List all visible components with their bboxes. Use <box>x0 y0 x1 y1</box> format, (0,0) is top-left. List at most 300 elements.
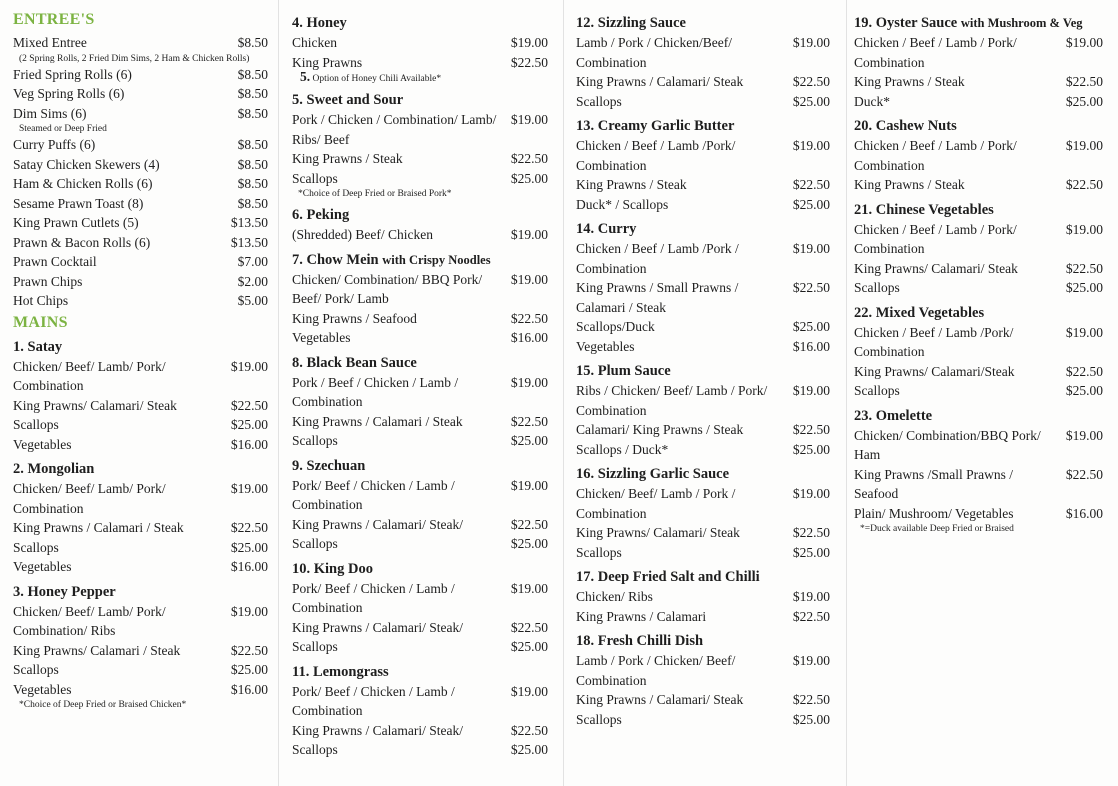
menu-item-price: $22.50 <box>792 525 830 540</box>
category-heading <box>576 632 830 650</box>
category-title: 6. Peking <box>292 207 350 223</box>
menu-item <box>854 278 1103 298</box>
menu-item <box>13 194 268 214</box>
menu-item-name: Scallops <box>854 383 900 398</box>
menu-item <box>576 239 830 278</box>
menu-item-name: King Prawn Cutlets (5) <box>13 215 139 230</box>
menu-item-price: $25.00 <box>230 662 268 677</box>
menu-item <box>576 484 830 523</box>
menu-item <box>292 225 548 245</box>
menu-item-name: King Prawns / Calamari/ Steak/ <box>292 722 463 738</box>
category-title: 11. Lemongrass <box>292 663 389 680</box>
menu-item-name: King Prawns / Seafood <box>292 310 417 326</box>
menu-item-name: Chicken / Beef / Lamb / Pork/ Combination <box>854 221 1017 256</box>
menu-item-price: $25.00 <box>792 196 830 212</box>
menu-item-price: $8.50 <box>237 66 268 82</box>
menu-item <box>576 136 830 175</box>
footnote <box>13 53 268 65</box>
menu-item-price: $19.00 <box>792 241 830 256</box>
category-heading <box>292 14 548 32</box>
category-heading <box>576 362 830 380</box>
category-heading <box>292 251 548 269</box>
menu-item-price: $16.00 <box>230 681 268 697</box>
menu-item <box>13 641 268 661</box>
menu-item-price: $25.00 <box>792 319 830 334</box>
menu-item <box>576 92 830 112</box>
menu-item-name: King Prawns / Steak <box>854 74 965 89</box>
menu-item-price: $16.00 <box>510 330 548 345</box>
menu-item <box>292 33 548 53</box>
menu-item <box>576 175 830 195</box>
category-heading <box>13 338 268 356</box>
menu-item-name: King Prawns/ Calamari/ Steak <box>13 397 177 413</box>
menu-item-name: Chicken/ Beef/ Lamb/ Pork/ Combination <box>13 481 166 516</box>
menu-item-price: $16.00 <box>230 436 268 452</box>
menu-item-price: $16.00 <box>792 338 830 354</box>
menu-item-price: $22.50 <box>230 520 268 535</box>
menu-item <box>854 381 1103 401</box>
menu-item <box>13 538 268 558</box>
menu-item-name: Duck* / Scallops <box>576 196 669 212</box>
category-title: 2. Mongolian <box>13 461 95 477</box>
menu-item <box>13 135 268 155</box>
category-title: 21. Chinese Vegetables <box>854 201 994 218</box>
menu-item-price: $19.00 <box>792 35 830 50</box>
category-title: 9. Szechuan <box>292 457 366 474</box>
menu-item-name: Lamb / Pork / Chicken/Beef/ Combination <box>576 35 732 70</box>
menu-item-price: $8.50 <box>237 105 268 121</box>
menu-item-price: $16.00 <box>230 559 268 574</box>
menu-item <box>576 33 830 72</box>
menu-item-name: King Prawns / Calamari/ Steak <box>576 74 744 89</box>
menu-item <box>576 523 830 543</box>
column-divider <box>278 0 279 786</box>
menu-item-name: Scallops <box>292 639 338 654</box>
menu-item-price: $25.00 <box>792 711 830 727</box>
menu-item <box>292 412 548 432</box>
menu-item <box>292 328 548 348</box>
menu-item-name: Scallops <box>292 742 338 757</box>
menu-item <box>13 518 268 538</box>
menu-item-price: $19.00 <box>510 112 548 127</box>
category-heading <box>292 206 548 224</box>
footnote-text: *Choice of Deep Fried or Braised Pork* <box>298 189 452 199</box>
menu-item <box>13 602 268 641</box>
menu-item <box>13 33 268 53</box>
menu-item <box>13 557 268 577</box>
menu-item <box>13 479 268 518</box>
menu-item-name: Pork / Chicken / Combination/ Lamb/ Ribs/ Beef <box>292 112 497 147</box>
menu-item-name: King Prawns / Steak <box>292 151 403 166</box>
menu-item-price: $22.50 <box>792 422 830 437</box>
menu-item-name: King Prawns / Calamari / Steak <box>292 413 463 429</box>
menu-item-price: $25.00 <box>510 536 548 551</box>
menu-item <box>13 435 268 455</box>
menu-item-price: $8.50 <box>237 35 268 50</box>
menu-column-1 <box>13 8 268 711</box>
category-heading <box>854 304 1103 322</box>
footnote <box>13 123 268 135</box>
menu-item-name: Prawn Chips <box>13 273 83 289</box>
menu-item-price: $5.00 <box>237 293 268 308</box>
menu-item-name: Scallops <box>13 539 59 555</box>
menu-item <box>576 72 830 92</box>
menu-item-name: Prawn Cocktail <box>13 254 97 269</box>
menu-item-price: $22.50 <box>510 722 548 738</box>
category-title: 10. King Doo <box>292 560 373 577</box>
menu-item-name: Scallops/Duck <box>576 319 655 334</box>
menu-item <box>292 110 548 149</box>
menu-item <box>854 362 1103 382</box>
menu-item-price: $25.00 <box>792 93 830 109</box>
menu-item-name: Scallops / Duck* <box>576 441 669 457</box>
menu-item-price: $25.00 <box>230 417 268 432</box>
menu-item-name: King Prawns /Small Prawns / Seafood <box>854 466 1014 501</box>
menu-item-name: Pork/ Beef / Chicken / Lamb / Combination <box>292 683 455 718</box>
menu-item-name: Pork/ Beef / Chicken / Lamb / Combination <box>292 580 455 615</box>
menu-item-name: Scallops <box>576 711 622 727</box>
menu-item <box>13 396 268 416</box>
menu-item-name: Chicken/ Ribs <box>576 589 653 604</box>
menu-item-name: King Prawns / Small Prawns / Calamari / Steak <box>576 280 739 315</box>
menu-item-price: $8.50 <box>237 176 268 191</box>
menu-item-price: $25.00 <box>510 742 548 757</box>
menu-item-price: $19.00 <box>510 477 548 493</box>
menu-item-name: Vegetables <box>13 559 72 574</box>
category-heading <box>13 583 268 601</box>
menu-item <box>576 587 830 607</box>
menu-item <box>13 415 268 435</box>
menu-item-price: $19.00 <box>792 138 830 153</box>
category-title: 18. Fresh Chilli Dish <box>576 633 704 649</box>
menu-item <box>576 710 830 730</box>
menu-item-price: $22.50 <box>792 280 830 295</box>
menu-item-name: Prawn & Bacon Rolls (6) <box>13 234 151 250</box>
category-heading <box>854 14 1103 32</box>
menu-item <box>854 465 1103 504</box>
menu-item-name: Pork/ Beef / Chicken / Lamb / Combination <box>292 477 455 512</box>
menu-column-4 <box>854 8 1103 535</box>
category-title: 17. Deep Fried Salt and Chilli <box>576 569 760 585</box>
menu-item <box>13 233 268 253</box>
menu-item-name: Plain/ Mushroom/ Vegetables <box>854 505 1014 521</box>
footnote-text: *=Duck available Deep Fried or Braised <box>860 524 1014 534</box>
menu-item-price: $25.00 <box>792 544 830 560</box>
menu-item-name: King Prawns / Calamari/ Steak/ <box>292 516 463 532</box>
menu-item-price: $25.00 <box>510 170 548 186</box>
menu-item <box>292 682 548 721</box>
menu-item-price: $19.00 <box>792 589 830 604</box>
category-title: 13. Creamy Garlic Butter <box>576 118 735 134</box>
menu-item-name: King Prawns/ Calamari / Steak <box>13 642 181 658</box>
menu-item-price: $25.00 <box>1065 93 1103 109</box>
category-title: 3. Honey Pepper <box>13 583 116 600</box>
menu-item-name: Hot Chips <box>13 293 69 308</box>
menu-item-name: Pork / Beef / Chicken / Lamb / Combination <box>292 374 459 409</box>
menu-item-name: Scallops <box>854 280 900 295</box>
category-title: 23. Omelette <box>854 407 933 424</box>
menu-item-name: Scallops <box>576 544 622 560</box>
menu-item <box>854 175 1103 195</box>
menu-item-price: $19.00 <box>792 486 830 501</box>
menu-item-price: $22.50 <box>510 310 548 326</box>
menu-item <box>854 323 1103 362</box>
category-title: 4. Honey <box>292 15 347 31</box>
menu-item <box>13 680 268 700</box>
menu-item <box>13 174 268 194</box>
category-title: 5. Sweet and Sour <box>292 92 404 108</box>
menu-item <box>576 420 830 440</box>
menu-item <box>13 291 268 311</box>
footnote-text: Option of Honey Chili Available* <box>312 74 442 84</box>
menu-item-name: King Prawns / Calamari / Steak <box>13 520 184 535</box>
menu-item <box>13 84 268 104</box>
menu-item <box>576 543 830 563</box>
menu-item-price: $22.50 <box>230 642 268 658</box>
menu-item <box>292 579 548 618</box>
menu-item <box>292 53 548 73</box>
category-heading <box>13 460 268 478</box>
category-heading <box>854 117 1103 135</box>
menu-item-price: $22.50 <box>1065 177 1103 192</box>
section-heading: MAINS <box>13 313 68 331</box>
menu-item-price: $19.00 <box>510 271 548 287</box>
menu-item <box>854 136 1103 175</box>
menu-item-price: $25.00 <box>510 639 548 654</box>
menu-item-price: $25.00 <box>792 441 830 457</box>
category-title: 14. Curry <box>576 221 637 237</box>
menu-item-name: Ribs / Chicken/ Beef/ Lamb / Pork/ Combination <box>576 383 768 418</box>
menu-item-name: Ham & Chicken Rolls (6) <box>13 176 153 191</box>
menu-item-price: $22.50 <box>792 177 830 192</box>
menu-item-price: $19.00 <box>792 383 830 398</box>
menu-item <box>576 317 830 337</box>
menu-item-name: King Prawns / Calamari/ Steak <box>576 692 744 707</box>
menu-item <box>854 33 1103 72</box>
menu-item-name: Mixed Entree <box>13 35 87 50</box>
menu-item <box>576 440 830 460</box>
menu-item-price: $22.50 <box>510 54 548 70</box>
menu-item-price: $22.50 <box>792 74 830 89</box>
menu-item-name: Fried Spring Rolls (6) <box>13 66 132 82</box>
menu-item <box>292 270 548 309</box>
footnote <box>292 188 548 200</box>
menu-item-name: Satay Chicken Skewers (4) <box>13 156 160 172</box>
menu-column-3 <box>576 8 830 729</box>
menu-item-name: Scallops <box>292 170 338 186</box>
menu-item <box>576 337 830 357</box>
menu-item <box>13 155 268 175</box>
menu-item <box>292 740 548 760</box>
menu-item <box>292 618 548 638</box>
category-heading <box>292 457 548 475</box>
menu-item <box>854 504 1103 524</box>
category-heading <box>576 220 830 238</box>
menu-item-price: $25.00 <box>230 539 268 555</box>
menu-item-name: Curry Puffs (6) <box>13 137 96 152</box>
menu-item-price: $19.00 <box>510 374 548 390</box>
menu-item-price: $19.00 <box>510 227 548 242</box>
menu-item-name: Scallops <box>13 417 59 432</box>
category-subtitle: with Crispy Noodles <box>382 252 491 267</box>
menu-item-name: (Shredded) Beef/ Chicken <box>292 227 433 242</box>
menu-item-name: Scallops <box>13 662 59 677</box>
category-title: 7. Chow Mein <box>292 251 379 268</box>
menu-item-name: King Prawns / Calamari/ Steak/ <box>292 619 463 635</box>
category-heading <box>576 117 830 135</box>
menu-item-name: King Prawns/ Calamari/Steak <box>854 363 1015 379</box>
category-title: 1. Satay <box>13 338 63 355</box>
menu-item <box>292 721 548 741</box>
menu-item <box>576 278 830 317</box>
menu-item <box>13 357 268 396</box>
menu-item-price: $13.50 <box>230 215 268 230</box>
menu-item-name: Vegetables <box>13 681 72 697</box>
menu-item-price: $19.00 <box>1065 427 1103 443</box>
menu-item <box>292 431 548 451</box>
menu-item-price: $19.00 <box>230 358 268 374</box>
menu-item-price: $19.00 <box>792 653 830 668</box>
menu-item-price: $22.50 <box>510 619 548 635</box>
category-title: 8. Black Bean Sauce <box>292 354 417 371</box>
menu-item-name: Lamb / Pork / Chicken/ Beef/ Combination <box>576 653 736 688</box>
menu-item-name: Chicken/ Beef/ Lamb/ Pork/ Combination <box>13 358 166 393</box>
menu-item-price: $8.50 <box>237 137 268 152</box>
menu-item-price: $22.50 <box>1065 363 1103 379</box>
menu-item-name: Chicken / Beef / Lamb /Pork / Combination <box>576 241 739 276</box>
menu-item-price: $19.00 <box>1065 324 1103 340</box>
menu-column-2 <box>292 8 548 760</box>
menu-item-name: Chicken / Beef / Lamb / Pork/ Combination <box>854 138 1017 173</box>
menu-item-price: $7.00 <box>237 254 268 269</box>
menu-item <box>292 309 548 329</box>
menu-item <box>292 515 548 535</box>
menu-item <box>13 213 268 233</box>
menu-item <box>576 195 830 215</box>
menu-item <box>576 651 830 690</box>
menu-item-name: Chicken / Beef / Lamb /Pork/ Combination <box>854 324 1014 359</box>
column-divider <box>563 0 564 786</box>
category-heading <box>292 354 548 372</box>
menu-item-name: Veg Spring Rolls (6) <box>13 86 125 101</box>
menu-item-price: $16.00 <box>1065 505 1103 521</box>
menu-item-price: $25.00 <box>1065 280 1103 295</box>
menu-item-name: Scallops <box>292 536 338 551</box>
menu-item-price: $2.00 <box>237 273 268 289</box>
menu-item-name: Chicken/ Combination/BBQ Pork/ Ham <box>854 427 1041 462</box>
menu-item-name: Vegetables <box>13 436 72 452</box>
menu-item-name: King Prawns/ Calamari/ Steak <box>854 260 1018 276</box>
menu-item-name: Calamari/ King Prawns / Steak <box>576 422 744 437</box>
menu-item-name: Scallops <box>292 433 338 448</box>
menu-item-name: Dim Sims (6) <box>13 105 87 121</box>
menu-item-name: Vegetables <box>576 338 635 354</box>
menu-item <box>292 476 548 515</box>
menu-item-name: Vegetables <box>292 330 351 345</box>
category-heading <box>292 91 548 109</box>
section-heading: ENTREE'S <box>13 11 95 28</box>
footnote-text: (2 Spring Rolls, 2 Fried Dim Sims, 2 Ham & Chicken Rolls) <box>19 53 250 64</box>
menu-item-name: King Prawns / Steak <box>854 177 965 192</box>
menu-item-price: $8.50 <box>237 156 268 172</box>
category-heading <box>292 560 548 578</box>
menu-item-price: $8.50 <box>237 195 268 211</box>
menu-item-price: $19.00 <box>230 481 268 496</box>
menu-item-name: Sesame Prawn Toast (8) <box>13 195 144 211</box>
menu-item-name: Chicken/ Beef/ Lamb/ Pork/ Combination/ Ribs <box>13 603 166 638</box>
menu-item <box>292 169 548 189</box>
menu-item <box>576 381 830 420</box>
category-title: 15. Plum Sauce <box>576 363 671 379</box>
menu-item-name: Duck* <box>854 93 890 109</box>
menu-item-price: $22.50 <box>510 151 548 166</box>
menu-item-price: $22.50 <box>1065 260 1103 276</box>
menu-item-name: Chicken/ Combination/ BBQ Pork/ Beef/ Pork/ Lamb <box>292 271 483 306</box>
menu-item-price: $19.00 <box>510 580 548 596</box>
menu-item <box>576 690 830 710</box>
footnote <box>854 523 1103 535</box>
menu-item <box>292 534 548 554</box>
footnote-text: *Choice of Deep Fried or Braised Chicken* <box>19 700 187 710</box>
column-divider <box>846 0 847 786</box>
menu-item-name: King Prawns <box>292 54 363 70</box>
menu-item <box>854 220 1103 259</box>
menu-item <box>854 72 1103 92</box>
menu-item-price: $22.50 <box>792 608 830 624</box>
menu-item-price: $22.50 <box>1065 466 1103 482</box>
menu-item-price: $22.50 <box>1065 74 1103 89</box>
menu-item <box>13 104 268 124</box>
menu-item-name: Chicken / Beef / Lamb /Pork/ Combination <box>576 138 736 173</box>
menu-item-price: $19.00 <box>1065 138 1103 153</box>
menu-item <box>854 259 1103 279</box>
menu-item <box>13 252 268 272</box>
menu-item <box>13 65 268 85</box>
menu-item-name: King Prawns / Calamari <box>576 608 707 624</box>
footnote-number: 5. <box>300 69 311 84</box>
footnote-text: Steamed or Deep Fried <box>19 124 107 134</box>
category-title: 22. Mixed Vegetables <box>854 304 985 321</box>
menu-item-price: $19.00 <box>510 683 548 699</box>
category-heading <box>576 465 830 483</box>
menu-item-name: King Prawns/ Calamari/ Steak <box>576 525 740 540</box>
menu-item-price: $19.00 <box>230 603 268 619</box>
menu-item-price: $22.50 <box>510 413 548 429</box>
category-heading <box>854 201 1103 219</box>
menu-item-price: $19.00 <box>1065 221 1103 237</box>
category-title: 16. Sizzling Garlic Sauce <box>576 466 730 482</box>
menu-item-name: Chicken/ Beef/ Lamb / Pork / Combination <box>576 486 736 521</box>
menu-item-price: $22.50 <box>230 397 268 413</box>
category-subtitle: with Mushroom & Veg <box>960 16 1083 30</box>
category-heading <box>576 568 830 586</box>
category-heading <box>854 407 1103 425</box>
menu-item <box>854 426 1103 465</box>
menu-item <box>13 660 268 680</box>
category-title: 12. Sizzling Sauce <box>576 15 686 31</box>
menu-item-name: King Prawns / Steak <box>576 177 687 192</box>
menu-item-price: $22.50 <box>792 692 830 707</box>
menu-item <box>292 149 548 169</box>
category-title: 19. Oyster Sauce <box>854 15 958 31</box>
menu-item-price: $25.00 <box>1065 383 1103 398</box>
menu-item-name: Chicken <box>292 35 337 50</box>
category-heading <box>292 663 548 681</box>
footnote <box>292 71 548 85</box>
menu-item <box>13 272 268 292</box>
menu-item <box>576 607 830 627</box>
menu-item <box>292 637 548 657</box>
